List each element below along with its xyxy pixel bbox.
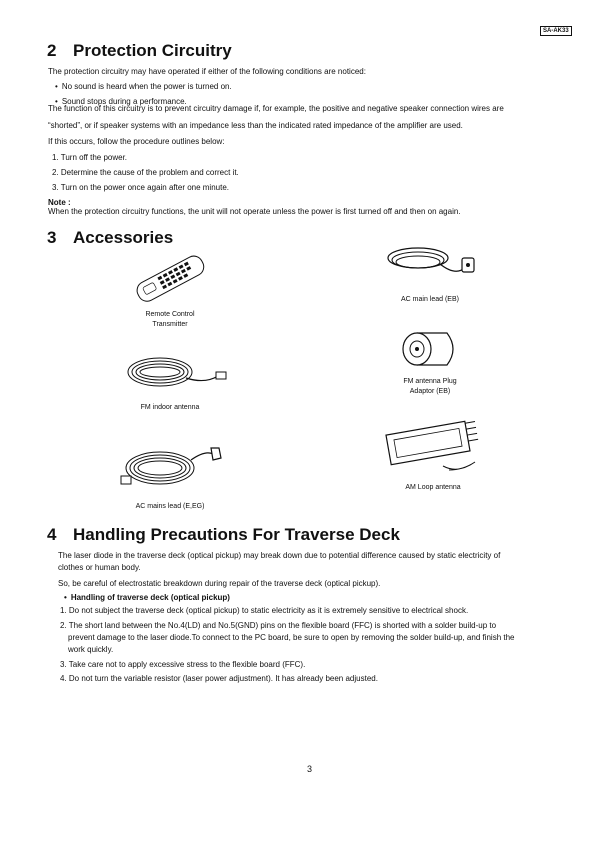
am-loop-antenna-illustration [383, 418, 483, 476]
fm-plug-adaptor-illustration [395, 327, 465, 372]
fm-plug-caption-line-2: Adaptor (EB) [409, 388, 451, 395]
section-3-title: Accessories [73, 228, 174, 247]
protection-bullet-1: • No sound is heard when the power is turned on. [55, 82, 232, 92]
handling-item-3: 3. Take care not to apply excessive stress to the flexible board (FFC). [60, 660, 306, 669]
procedure-step-3: 3. Turn on the power once again after one minute. [52, 183, 230, 192]
handling-item-4: 4. Do not turn the variable resistor (laser power adjustment). It has already been adjusted. [60, 674, 378, 683]
section-4-number: 4 [47, 525, 57, 544]
fm-indoor-antenna-caption: FM indoor antenna [140, 404, 200, 411]
section-2-title: Protection Circuitry [73, 41, 232, 60]
handling-para-1-line-2: clothes or human body. [58, 563, 141, 572]
note-label: Note : [48, 198, 71, 207]
page-number: 3 [307, 764, 313, 774]
procedure-intro: If this occurs, follow the procedure outlines below: [48, 137, 225, 146]
ac-main-lead-caption: AC main lead (EB) [401, 296, 459, 303]
protection-explanation-2: “shorted”, or if speaker systems with an impedance less than the indicated rated impedance of the amplifier are used. [48, 121, 463, 130]
protection-intro: The protection circuitry may have operated if either of the following conditions are noticed: [48, 67, 366, 76]
protection-bullet-2: • Sound stops during a performance. [55, 97, 187, 107]
ac-mains-lead-caption: AC mains lead (E,EG) [135, 503, 205, 510]
remote-caption-line-2: Transmitter [152, 321, 188, 328]
procedure-step-1: 1. Turn off the power. [52, 153, 128, 162]
section-2-number: 2 [47, 41, 57, 60]
remote-control-illustration [130, 255, 210, 305]
remote-caption-line-1: Remote Control [145, 311, 195, 318]
protection-explanation-1: The function of this circuitry is to prevent circuitry damage if, for example, the positive and negative speaker connection wires are [48, 104, 504, 113]
handling-item-1: 1. Do not subject the traverse deck (optical pickup) to static electricity as it is extremely sensitive to electrical shock. [60, 606, 469, 615]
note-text: When the protection circuitry functions, the unit will not operate unless the power is first turned off and then on again. [48, 207, 461, 216]
fm-indoor-antenna-illustration [120, 350, 230, 395]
procedure-step-2: 2. Determine the cause of the problem and correct it. [52, 168, 239, 177]
section-3-number: 3 [47, 228, 57, 247]
am-loop-antenna-caption: AM Loop antenna [405, 484, 461, 491]
section-4-title: Handling Precautions For Traverse Deck [73, 525, 400, 544]
fm-plug-caption-line-1: FM antenna Plug [403, 378, 457, 385]
handling-subheading: • Handling of traverse deck (optical pickup) [64, 593, 230, 603]
ac-main-lead-illustration [380, 240, 480, 290]
handling-para-2: So, be careful of electrostatic breakdown during repair of the traverse deck (optical pickup). [58, 579, 381, 588]
handling-item-2-line-3: work quickly. [68, 645, 114, 654]
ac-mains-lead-illustration [115, 440, 225, 495]
handling-para-1-line-1: The laser diode in the traverse deck (optical pickup) may break down due to potential difference caused by static electricity of [58, 551, 501, 560]
section-3-heading [47, 228, 173, 248]
handling-item-2-line-1: 2. The short land between the No.4(LD) and No.5(GND) pins on the flexible board (FFC) is shorted with a solder build-up to [60, 621, 497, 630]
section-4-heading [47, 525, 400, 545]
model-code-badge: SA-AK33 [540, 26, 572, 36]
handling-item-2-line-2: prevent damage to the laser diode.To connect to the PC board, be sure to open by removing the solder build-up, and finish the [68, 633, 515, 642]
section-2-heading [47, 41, 232, 61]
